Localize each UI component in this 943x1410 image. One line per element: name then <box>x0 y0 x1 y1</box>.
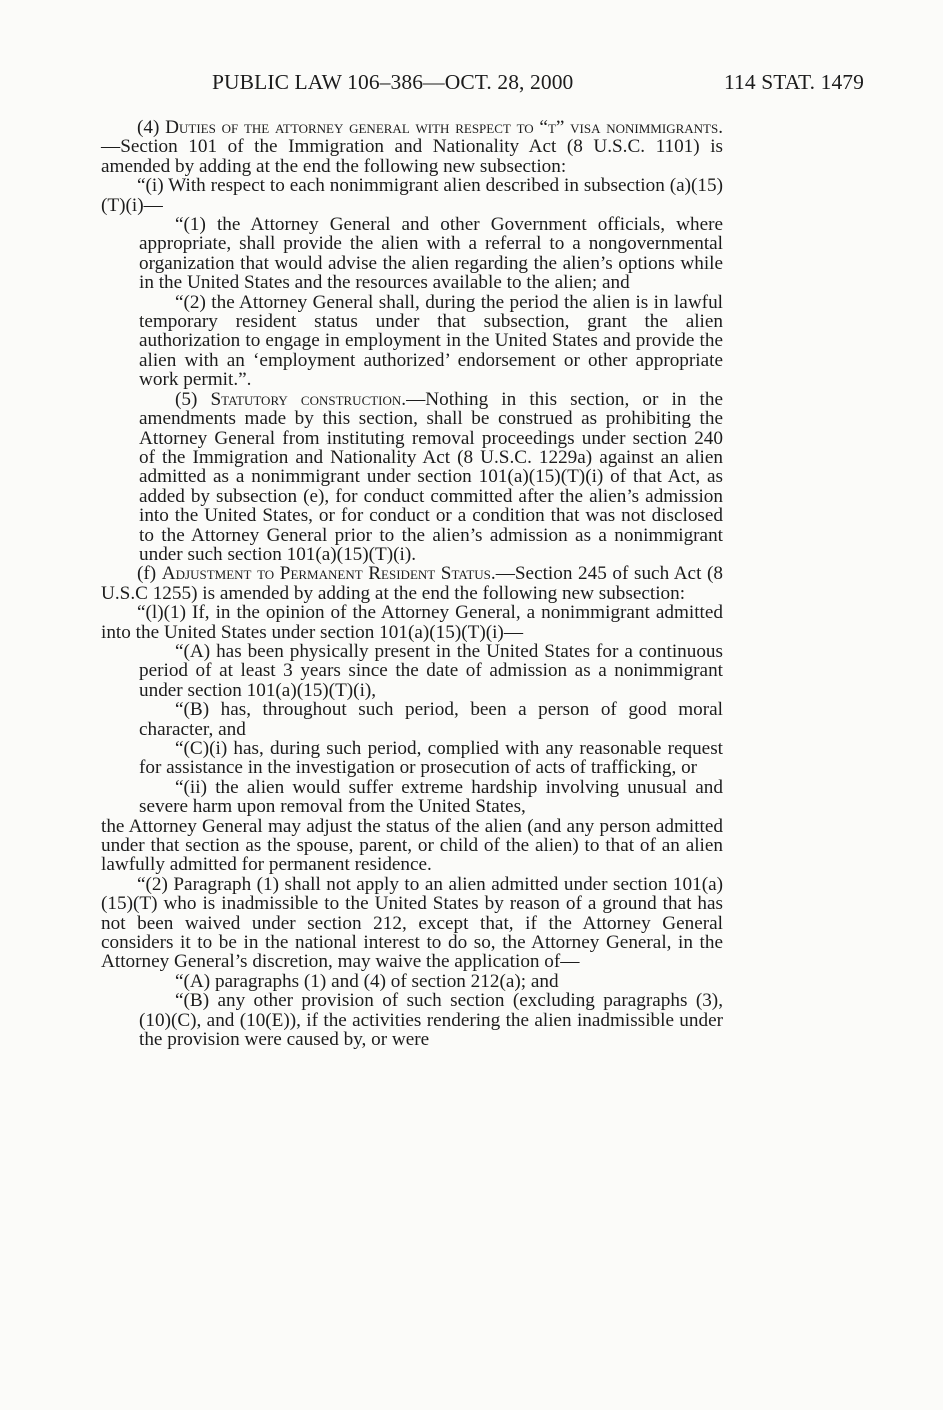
header-statute-page: 114 STAT. 1479 <box>723 70 864 94</box>
paragraph-lead: (4) <box>137 117 166 138</box>
paragraph-l-1: “(l)(1) If, in the opinion of the Attorney General, a nonimmigrant admitted into the United States under section 101(a)(15)(T)(i)— <box>101 602 723 643</box>
paragraph-5-statutory-construction <box>101 390 723 565</box>
paragraph-heading: Statutory construction. <box>210 388 407 410</box>
paragraph-l-1-b: “(B) has, throughout such period, been a person of good moral character, and <box>139 699 723 740</box>
paragraph-subsection-i: “(i) With respect to each nonimmigrant alien described in subsection (a)(15)(T)(i)— <box>101 175 723 216</box>
page-header <box>212 70 864 102</box>
paragraph-l-1-flush: the Attorney General may adjust the status of the alien (and any person admitted under that section as the spouse, parent, or child of the alien) to that of an alien lawfully admitted for permanent residence. <box>101 815 723 876</box>
paragraph-i-1: “(1) the Attorney General and other Government officials, where appropriate, shall provide the alien with a referral to a nongovernmental organization that would advise the alien regarding the alien’s options while in the United States and the resources available to the alien; and <box>139 214 723 294</box>
paragraph-4-duties <box>101 118 723 176</box>
paragraph-l-1-a: “(A) has been physically present in the United States for a continuous period of at least 3 years since the date of admission as a nonimmigrant under section 101(a)(15)(T)(i), <box>139 640 723 701</box>
paragraph-lead: (f) <box>137 563 162 585</box>
header-citation: PUBLIC LAW 106–386—OCT. 28, 2000 <box>212 70 574 94</box>
paragraph-l-1-c-i: “(C)(i) has, during such period, complied with any reasonable request for assistance in the investigation or prosecution of acts of trafficking, or <box>139 738 723 779</box>
paragraph-l-2-b: “(B) any other provision of such section (excluding paragraphs (3), (10)(C), and (10(E)), if the activities rendering the alien inadmissible under the provision were caused by, or were <box>139 990 723 1051</box>
paragraph-i-2: “(2) the Attorney General shall, during the period the alien is in lawful temporary resident status under that subsection, grant the alien authorization to engage in employment in the United States and provide the alien with an ‘employment authorized’ endorsement or other appropriate work permit.”. <box>139 291 723 391</box>
paragraph-f-adjustment <box>101 564 723 603</box>
paragraph-lead: (5) <box>175 388 211 410</box>
paragraph-text: —Section 245 of such Act (8 U.S.C 1255) is amended by adding at the end the following new subsection: <box>101 563 723 604</box>
paragraph-l-2: “(2) Paragraph (1) shall not apply to an alien admitted under section 101(a)(15)(T) who is inadmissible to the United States by reason of a ground that has not been waived under section 212, except that, if the Attorney General considers it to be in the national interest to do so, the Attorney General, in the Attorney General’s discretion, may waive the application of— <box>101 873 723 973</box>
paragraph-l-2-a: “(A) paragraphs (1) and (4) of section 212(a); and <box>175 970 559 992</box>
paragraph-l-1-c-ii: “(ii) the alien would suffer extreme hardship involving unusual and severe harm upon removal from the United States, <box>139 776 723 818</box>
paragraph-heading: Duties of the attorney general with respect to “t” visa nonimmigrants. <box>165 117 724 138</box>
paragraph-heading: Adjustment to Permanent Resident Status. <box>161 563 496 585</box>
page-body <box>101 118 723 1050</box>
paragraph-text: —Nothing in this section, or in the amendments made by this section, shall be construed as prohibiting the Attorney General from instituting removal proceedings under section 240 of the Immigration and Nationality Act (8 U.S.C. 1229a) against an alien admitted as a nonimmigrant under section 101(a)(15)(T)(i) of that Act, as added by subsection (e), for conduct committed after the alien’s admission into the United States, or for conduct or a condition that was not disclosed to the Attorney General prior to the alien’s admission as a nonimmigrant under such section 101(a)(15)(T)(i). <box>139 388 723 565</box>
paragraph-text: —Section 101 of the Immigration and Nationality Act (8 U.S.C. 1101) is amended by adding at the end the following new subsection: <box>101 136 723 177</box>
